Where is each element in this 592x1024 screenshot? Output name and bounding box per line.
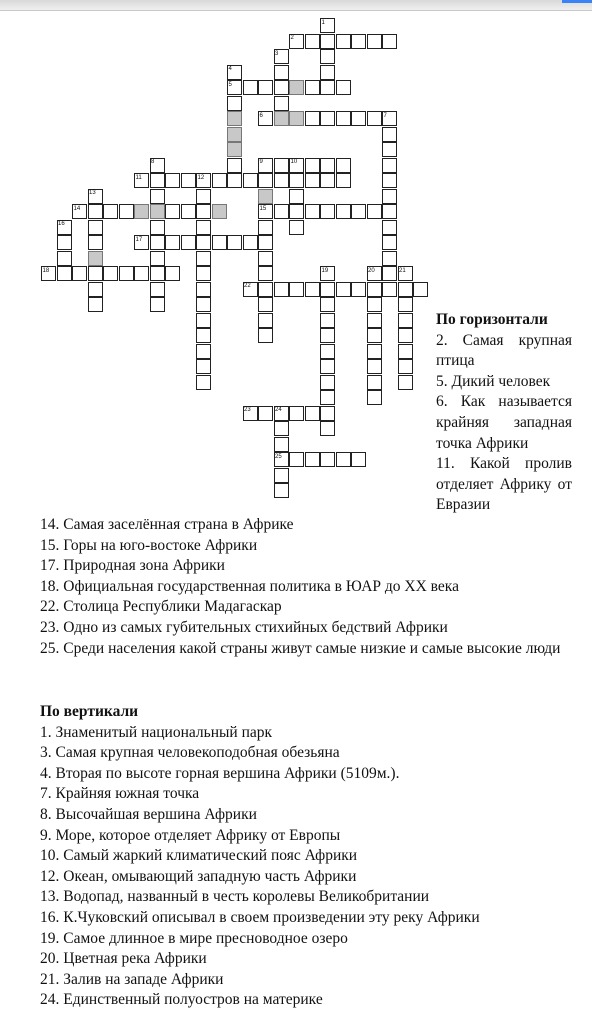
- crossword-cell: [382, 220, 397, 235]
- crossword-cell: [336, 34, 351, 49]
- crossword-cell: [382, 235, 397, 250]
- crossword-cell: [289, 452, 304, 467]
- crossword-cell: [398, 375, 413, 390]
- crossword-cell: [320, 297, 335, 312]
- crossword-cell: [382, 266, 397, 281]
- clue-number-16: 16: [58, 221, 65, 227]
- crossword-cell: [134, 266, 149, 281]
- shaded-cell: [134, 204, 149, 219]
- crossword-cell: [351, 34, 366, 49]
- clue-number-3: 3: [275, 50, 279, 57]
- clue-h-25: 25. Среди населения какой страны живут самые низкие и самые высокие люди: [40, 639, 561, 657]
- crossword-cell: [367, 111, 382, 126]
- clue-number-22: 22: [244, 283, 251, 289]
- crossword-cell: [367, 390, 382, 405]
- crossword-cell: [289, 204, 304, 219]
- crossword-cell: [258, 406, 273, 421]
- crossword-cell: [57, 235, 72, 250]
- crossword-cell: [305, 282, 320, 297]
- crossword-cell: [320, 111, 335, 126]
- horizontal-title: По горизонтали: [436, 311, 548, 328]
- horizontal-clues-main: [40, 515, 572, 659]
- clue-h-2: 2. Самая крупная птица: [436, 331, 572, 370]
- clue-number-20: 20: [368, 267, 375, 274]
- clue-number-19: 19: [321, 267, 329, 274]
- clue-v-19: 19. Самое длинное в мире пресноводное озеро: [40, 929, 348, 947]
- crossword-cell: [320, 452, 335, 467]
- crossword-cell: [150, 173, 165, 188]
- crossword-cell: [57, 266, 72, 281]
- crossword-cell: [274, 80, 289, 95]
- clue-v-9: 9. Море, которое отделяет Африку от Европы: [40, 826, 341, 844]
- clue-v-3: 3. Самая крупная человекоподобная обезьяна: [40, 744, 340, 762]
- crossword-cell: [382, 189, 397, 204]
- crossword-cell: [305, 173, 320, 188]
- crossword-cell: [382, 173, 397, 188]
- shaded-cell: [258, 189, 273, 204]
- crossword-cell: [413, 282, 428, 297]
- clue-v-4: 4. Вторая по высоте горная вершина Африки (5109м.).: [40, 764, 400, 782]
- crossword-cell: [367, 313, 382, 328]
- clue-number-25: 25: [275, 453, 282, 460]
- crossword-cell: [289, 189, 304, 204]
- crossword-cell: [227, 235, 242, 250]
- crossword-cell: [367, 359, 382, 374]
- crossword-cell: [336, 452, 351, 467]
- clue-v-20: 20. Цветная река Африки: [40, 950, 207, 968]
- crossword-cell: [243, 235, 258, 250]
- clue-number-5: 5: [228, 81, 232, 88]
- crossword-cell: [181, 173, 196, 188]
- clue-h-14: 14. Самая заселённая страна в Африке: [40, 516, 294, 533]
- horizontal-clues-side: [436, 310, 572, 516]
- clue-v-21: 21. Залив на западе Африки: [40, 970, 224, 988]
- clue-v-16: 16. К.Чуковский описывал в своем произведении эту реку Африки: [40, 908, 480, 926]
- crossword-cell: [320, 80, 335, 95]
- crossword-cell: [274, 65, 289, 80]
- clue-h-15: 15. Горы на юго-востоке Африки: [40, 536, 258, 554]
- shaded-cell: [227, 127, 242, 142]
- crossword-cell: [351, 111, 366, 126]
- crossword-cell: [258, 328, 273, 343]
- clue-number-13: 13: [89, 190, 96, 196]
- crossword-cell: [196, 266, 211, 281]
- crossword-cell: [320, 34, 335, 49]
- clue-number-23: 23: [244, 407, 251, 413]
- crossword-cell: [320, 344, 335, 359]
- crossword-cell: [382, 204, 397, 219]
- crossword-cell: [165, 266, 180, 281]
- crossword-cell: [150, 251, 165, 266]
- crossword-cell: [305, 204, 320, 219]
- crossword-cell: [258, 313, 273, 328]
- clue-number-2: 2: [290, 35, 294, 41]
- crossword-cell: [398, 328, 413, 343]
- crossword-cell: [243, 173, 258, 188]
- crossword-cell: [274, 158, 289, 173]
- clue-v-10: 10. Самый жаркий климатический пояс Африки: [40, 847, 358, 865]
- crossword-cell: [196, 375, 211, 390]
- clue-h-17: 17. Природная зона Африки: [40, 557, 225, 575]
- vertical-clues: [40, 702, 572, 1011]
- crossword-cell: [320, 406, 335, 421]
- crossword-cell: [367, 328, 382, 343]
- crossword-cell: [150, 266, 165, 281]
- crossword-cell: [119, 266, 134, 281]
- crossword-cell: [289, 173, 304, 188]
- crossword-cell: [320, 173, 335, 188]
- crossword-cell: [258, 266, 273, 281]
- crossword-cell: [367, 34, 382, 49]
- crossword-cell: [305, 80, 320, 95]
- crossword-cell: [57, 251, 72, 266]
- crossword-cell: [274, 96, 289, 111]
- crossword-cell: [196, 204, 211, 219]
- crossword-cell: [382, 127, 397, 142]
- clue-v-7: 7. Крайняя южная точка: [40, 785, 200, 803]
- crossword-cell: [119, 204, 134, 219]
- crossword-cell: [150, 282, 165, 297]
- crossword-cell: [258, 173, 273, 188]
- clue-number-4: 4: [228, 66, 232, 72]
- crossword-cell: [336, 282, 351, 297]
- crossword-cell: [289, 220, 304, 235]
- shaded-cell: [289, 111, 304, 126]
- crossword-cell: [274, 282, 289, 297]
- crossword-cell: [196, 251, 211, 266]
- crossword-cell: [274, 437, 289, 452]
- crossword-cell: [227, 158, 242, 173]
- crossword-cell: [320, 390, 335, 405]
- crossword-cell: [103, 266, 118, 281]
- crossword-cell: [398, 282, 413, 297]
- crossword-cell: [320, 282, 335, 297]
- crossword-cell: [212, 235, 227, 250]
- crossword-cell: [258, 297, 273, 312]
- crossword-cell: [196, 235, 211, 250]
- clue-number-12: 12: [197, 174, 205, 181]
- clue-number-9: 9: [259, 159, 263, 165]
- crossword-cell: [305, 158, 320, 173]
- shaded-cell: [274, 111, 289, 126]
- clue-number-8: 8: [151, 159, 155, 165]
- crossword-cell: [150, 189, 165, 204]
- crossword-cell: [258, 80, 273, 95]
- crossword-cell: [196, 189, 211, 204]
- clue-number-7: 7: [383, 112, 387, 119]
- crossword-cell: [320, 359, 335, 374]
- crossword-cell: [336, 204, 351, 219]
- crossword-cell: [382, 34, 397, 49]
- crossword-cell: [196, 359, 211, 374]
- crossword-cell: [320, 421, 335, 436]
- clue-number-14: 14: [73, 205, 81, 212]
- crossword-cell: [88, 220, 103, 235]
- clue-number-1: 1: [321, 19, 325, 26]
- crossword-cell: [88, 266, 103, 281]
- crossword-cell: [258, 220, 273, 235]
- clue-number-15: 15: [259, 205, 267, 212]
- crossword-cell: [367, 282, 382, 297]
- clue-number-21: 21: [399, 267, 406, 274]
- crossword-cell: [305, 34, 320, 49]
- clue-h-18: 18. Официальная государственная политика в ЮАР до XX века: [40, 577, 459, 595]
- clue-v-12: 12. Океан, омывающий западную часть Африки: [40, 867, 357, 885]
- crossword-cell: [258, 235, 273, 250]
- clue-number-6: 6: [259, 112, 263, 119]
- crossword-cell: [351, 204, 366, 219]
- crossword-cell: [305, 406, 320, 421]
- crossword-cell: [305, 452, 320, 467]
- crossword-cell: [398, 359, 413, 374]
- crossword-cell: [320, 375, 335, 390]
- crossword-cell: [227, 173, 242, 188]
- clue-h-23: 23. Одно из самых губительных стихийных бедствий Африки: [40, 618, 448, 636]
- clue-h-11: 11. Какой пролив отделяет Африку от Евразии: [436, 455, 572, 514]
- clue-v-1: 1. Знаменитый национальный парк: [40, 723, 273, 741]
- clue-h-5: 5. Дикий человек: [436, 372, 551, 390]
- clue-number-10: 10: [290, 159, 298, 165]
- crossword-cell: [367, 344, 382, 359]
- crossword-cell: [320, 313, 335, 328]
- vertical-title: По вертикали: [40, 703, 139, 720]
- crossword-cell: [367, 204, 382, 219]
- clue-number-18: 18: [42, 267, 50, 274]
- crossword-cell: [165, 173, 180, 188]
- clue-h-22: 22. Столица Республики Мадагаскар: [40, 598, 282, 616]
- shaded-cell: [212, 204, 227, 219]
- crossword-cell: [336, 158, 351, 173]
- clue-v-13: 13. Водопад, названный в честь королевы Великобритании: [40, 888, 430, 906]
- crossword-cell: [274, 468, 289, 483]
- shaded-cell: [289, 80, 304, 95]
- crossword-cell: [398, 297, 413, 312]
- crossword-cell: [227, 96, 242, 111]
- crossword-cell: [88, 235, 103, 250]
- crossword-cell: [243, 80, 258, 95]
- crossword-cell: [196, 297, 211, 312]
- crossword-cell: [274, 421, 289, 436]
- crossword-cell: [336, 80, 351, 95]
- crossword-cell: [320, 328, 335, 343]
- crossword-cell: [382, 282, 397, 297]
- crossword-cell: [196, 313, 211, 328]
- crossword-cell: [196, 282, 211, 297]
- crossword-cell: [150, 220, 165, 235]
- crossword-cell: [72, 266, 87, 281]
- crossword-cell: [351, 452, 366, 467]
- clue-number-11: 11: [135, 174, 142, 181]
- crossword-cell: [398, 344, 413, 359]
- crossword-cell: [150, 235, 165, 250]
- shaded-cell: [227, 142, 242, 157]
- clue-v-8: 8. Высочайшая вершина Африки: [40, 805, 257, 823]
- crossword-cell: [88, 282, 103, 297]
- crossword-cell: [165, 204, 180, 219]
- crossword-cell: [212, 173, 227, 188]
- crossword-cell: [165, 235, 180, 250]
- crossword-cell: [382, 142, 397, 157]
- crossword-cell: [88, 297, 103, 312]
- crossword-cell: [382, 251, 397, 266]
- crossword-cell: [382, 158, 397, 173]
- crossword-cell: [258, 251, 273, 266]
- crossword-cell: [196, 328, 211, 343]
- crossword-cell: [367, 375, 382, 390]
- crossword-cell: [196, 220, 211, 235]
- clue-h-6: 6. Как называется крайняя западная точка Африки: [436, 393, 572, 452]
- shaded-cell: [88, 251, 103, 266]
- shaded-cell: [150, 204, 165, 219]
- crossword-cell: [320, 204, 335, 219]
- clue-number-24: 24: [275, 407, 282, 413]
- crossword-cell: [181, 235, 196, 250]
- crossword-cell: [274, 173, 289, 188]
- crossword-cell: [305, 111, 320, 126]
- crossword-cell: [274, 204, 289, 219]
- shaded-cell: [227, 111, 242, 126]
- clue-number-17: 17: [135, 236, 143, 243]
- crossword-cell: [336, 173, 351, 188]
- crossword-cell: [320, 65, 335, 80]
- crossword-cell: [398, 313, 413, 328]
- crossword-cell: [320, 158, 335, 173]
- crossword-cell: [103, 204, 118, 219]
- crossword-cell: [336, 111, 351, 126]
- crossword-cell: [289, 406, 304, 421]
- crossword-cell: [289, 282, 304, 297]
- crossword-cell: [351, 282, 366, 297]
- crossword-cell: [258, 282, 273, 297]
- crossword-cell: [150, 297, 165, 312]
- crossword-cell: [367, 297, 382, 312]
- crossword-cell: [196, 344, 211, 359]
- crossword-cell: [320, 49, 335, 64]
- crossword-cell: [274, 483, 289, 498]
- clue-v-24: 24. Единственный полуостров на материке: [40, 991, 323, 1009]
- crossword-cell: [181, 204, 196, 219]
- crossword-cell: [88, 204, 103, 219]
